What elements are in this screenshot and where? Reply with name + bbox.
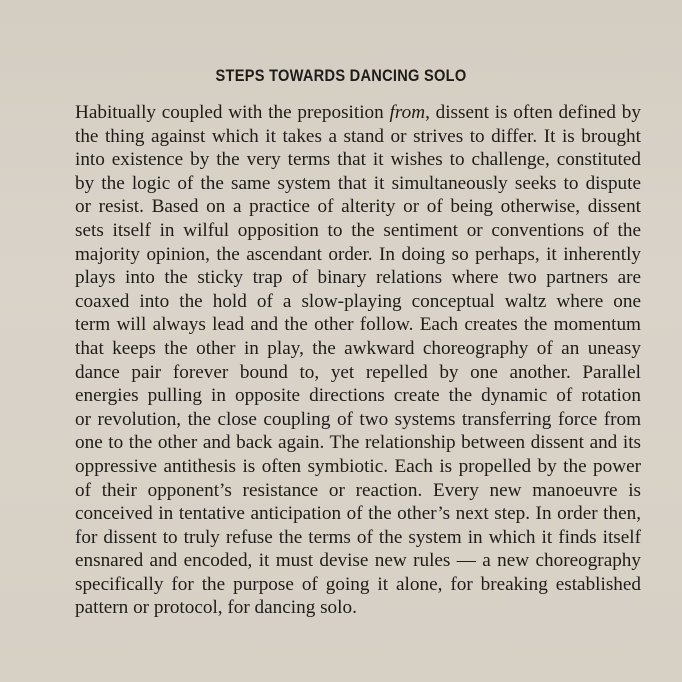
text-line: plays into the sticky trap of binary relations where two partners are <box>75 267 641 289</box>
text-line <box>75 101 641 125</box>
text-line: that keeps the other in play, the awkward choreography of an uneasy <box>75 337 641 359</box>
emphasis-word: from <box>389 102 426 123</box>
text-line: energies pulling in opposite directions create the dynamic of rotation <box>75 385 641 407</box>
text-line: sets itself in wilful opposition to the sentiment or conventions of the <box>75 219 641 241</box>
text-line: or resist. Based on a practice of alterity or of being otherwise, dissent <box>75 196 641 218</box>
text-segment: , dissent is often defined by <box>425 102 641 123</box>
text-line: majority opinion, the ascendant order. In doing so perhaps, it inherently <box>75 243 641 265</box>
text-line: into existence by the very terms that it wishes to challenge, constituted <box>75 149 641 171</box>
text-line: or revolution, the close coupling of two systems transferring force from <box>75 408 641 430</box>
text-segment: Habitually coupled with the preposition <box>75 102 390 123</box>
text-line: by the logic of the same system that it simultaneously seeks to dispute <box>75 172 641 194</box>
text-line: oppressive antithesis is often symbiotic. Each is propelled by the power <box>75 455 641 477</box>
text-line: one to the other and back again. The relationship between dissent and its <box>75 432 641 454</box>
text-line: term will always lead and the other follow. Each creates the momentum <box>75 314 641 336</box>
text-line: ensnared and encoded, it must devise new rules — a new choreography <box>75 550 641 572</box>
text-line: conceived in tentative anticipation of the other’s next step. In order then, <box>75 503 641 525</box>
text-line: pattern or protocol, for dancing solo. <box>75 597 357 619</box>
text-line: specifically for the purpose of going it alone, for breaking established <box>75 573 641 595</box>
text-line: for dissent to truly refuse the terms of the system in which it finds itself <box>75 526 641 548</box>
text-line: coaxed into the hold of a slow-playing conceptual waltz where one <box>75 290 641 312</box>
text-line: of their opponent’s resistance or reaction. Every new manoeuvre is <box>75 479 641 501</box>
text-line: the thing against which it takes a stand or strives to differ. It is brought <box>75 125 641 147</box>
chapter-title: STEPS TOWARDS DANCING SOLO <box>215 66 467 85</box>
body-paragraph <box>75 101 641 620</box>
text-line: dance pair forever bound to, yet repelled by one another. Parallel <box>75 361 641 383</box>
